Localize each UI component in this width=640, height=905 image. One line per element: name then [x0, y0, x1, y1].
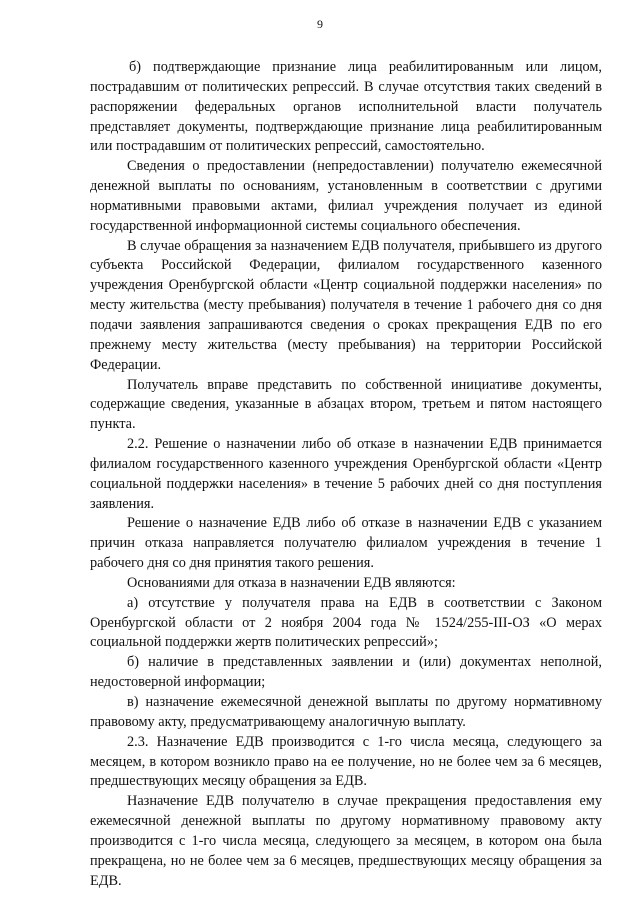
paragraph-section-2-3: 2.3. Назначение ЕДВ производится с 1-го числа месяца, следующего за месяцем, в котором возникло право на ее получение, но не более чем за 6 месяцев, предшествующих месяцу обращения за ЕДВ. [90, 733, 602, 790]
paragraph-decision-notice: Решение о назначение ЕДВ либо об отказе в назначении ЕДВ с указанием причин отказа направляется получателю филиалом учреждения в течение 1 рабочего дня со дня принятия такого решения. [90, 515, 602, 572]
page-number: 9 [317, 17, 323, 31]
document-body [90, 58, 602, 891]
paragraph-termination-case: Назначение ЕДВ получателю в случае прекращения предоставления ему ежемесячной денежной выплаты по другому нормативному правовому акту производится с 1-го числа месяца, следующего за месяцем, в котором она была прекращена, но не более чем за 6 месяцев, предшествующих месяцу обращения за ЕДВ. [90, 793, 602, 889]
paragraph-section-2-2: 2.2. Решение о назначении либо об отказе в назначении ЕДВ принимается филиалом государственного казенного учреждения Оренбургской области «Центр социальной поддержки населения» в течение 5 рабочих дней со дня поступления заявления. [90, 436, 602, 512]
paragraph-own-initiative: Получатель вправе представить по собственной инициативе документы, содержащие сведения, указанные в абзацах втором, третьем и пятом настоящего пункта. [90, 376, 602, 433]
list-item-a: а) отсутствие у получателя права на ЕДВ в соответствии с Законом Оренбургской области от 2 ноября 2004 года № 1524/255-III-ОЗ «О мерах социальной поддержки жертв политических репрессий»; [90, 594, 602, 651]
list-item-v: в) назначение ежемесячной денежной выплаты по другому нормативному правовому акту, предусматривающему аналогичную выплату. [90, 694, 602, 730]
paragraph-confirming-documents: б) подтверждающие признание лица реабилитированным или лицом, пострадавшим от политических репрессий. В случае отсутствия таких сведений в распоряжении федеральных органов исполнительной власти получатель представляет документы, подтверждающие признание лица реабилитированным или пострадавшим от политических репрессий, самостоятельно. [90, 59, 602, 155]
paragraph-information-sources: Сведения о предоставлении (непредоставлении) получателю ежемесячной денежной выплаты по основаниям, установленным в соответствии с другими нормативными правовыми актами, филиал учреждения получает из единой государственной информационной системы социального обеспечения. [90, 158, 602, 234]
paragraph-refusal-grounds: Основаниями для отказа в назначении ЕДВ являются: [127, 574, 456, 591]
paragraph-other-region: В случае обращения за назначением ЕДВ получателя, прибывшего из другого субъекта Российской Федерации, филиалом государственного казенного учреждения Оренбургской области «Центр социальной поддержки населения» по месту жительства (месту пребывания) получателя в течение 1 рабочего дня со дня подачи заявления запрашиваются сведения о сроках прекращения ЕДВ по его прежнему месту жительства (месту пребывания) на территории Российской Федерации. [90, 237, 602, 373]
list-item-b: б) наличие в представленных заявлении и (или) документах неполной, недостоверной информации; [90, 654, 602, 691]
